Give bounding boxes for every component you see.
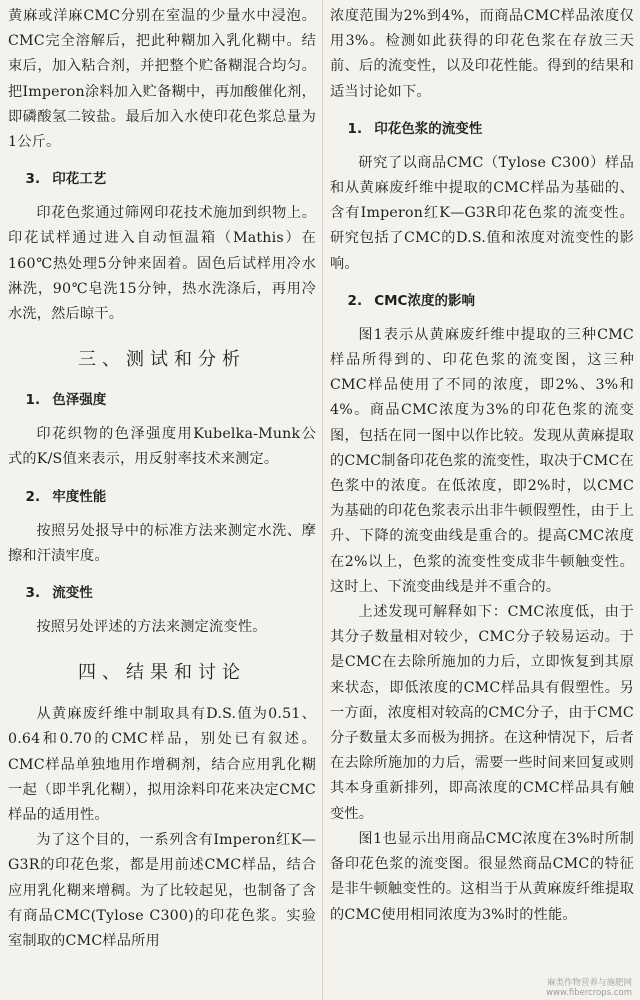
heading-number: 2. (347, 292, 363, 309)
heading-fastness (8, 486, 316, 508)
paragraph-results-1: 从黄麻废纤维中制取具有D.S.值为0.51、0.64和0.70的CMC样品，别处已有叙述。CMC样品单独地用作增稠剂，结合应用乳化糊一起（即半乳化糊），拟用涂料印花来决定CMC样品的适用性。 (8, 706, 316, 824)
heading-number: 3. (25, 171, 41, 188)
heading-text: 印花色浆的流变性 (374, 120, 483, 137)
chapter-heading-testing: 三、测试和分析 (78, 349, 246, 371)
heading-text: CMC浓度的影响 (374, 292, 475, 309)
paragraph-rheology-method: 按照另处评述的方法来测定流变性。 (36, 619, 267, 636)
heading-cmc-concentration (330, 290, 634, 312)
paragraph-concentration-2: 上述发现可解释如下：CMC浓度低，由于其分子数量相对较少，CMC分子较易运动。于是CMC在去除所施加的力后，立即恢复到其原来状态，即低浓度的CMC样品具有假塑性。另一方面，浓度相对较高的CMC分子，由于CMC分子数量太多而极为拥挤。在这种情况下，后者在去除所施加的力后，需要一些时间来回复或则其本身重新排列，即高浓度的CMC样品具有触变性。 (330, 604, 634, 822)
heading-printing-process (8, 168, 316, 190)
right-column (330, 4, 634, 928)
paragraph-printing-process: 印花色浆通过筛网印花技术施加到织物上。印花试样通过进入自动恒温箱（Mathis）在160℃热处理5分钟来固着。固色后试样用冷水淋洗，90℃皂洗15分钟，热水洗涤后，再用冷水洗，然后晾干。 (8, 205, 316, 323)
heading-number: 3. (25, 585, 41, 602)
heading-number: 1. (25, 392, 41, 409)
site-watermark (546, 978, 632, 998)
heading-text: 流变性 (52, 585, 93, 602)
paragraph-continued: 浓度范围为2%到4%，而商品CMC样品浓度仅用3%。检测如此获得的印花色浆在存放三天前、后的流变性，以及印花性能。得到的结果和适当讨论如下。 (330, 8, 634, 100)
paragraph-color-strength: 印花织物的色泽强度用Kubelka-Munk公式的K/S值来表示，用反射率技术来测定。 (8, 426, 316, 468)
watermark-title: 麻类作物营养与施肥网 (546, 978, 632, 988)
heading-paste-rheology (330, 118, 634, 140)
left-column (8, 4, 316, 954)
heading-number: 2. (25, 488, 41, 505)
paragraph-concentration-1: 图1表示从黄麻废纤维中提取的三种CMC样品所得到的、印花色浆的流变图，这三种CMC样品使用了不同的浓度，即2%、3%和4%。商品CMC浓度为3%的印花色浆的流变图，包括在同一图中以作比较。发现从黄麻提取的CMC制备印花色浆的流变性，取决于CMC在色浆中的浓度。在低浓度，即2%时，以CMC为基础的印花色浆表示出非牛顿假塑性，由于上升、下降的流变曲线是重合的。提高CMC浓度在2%以上，色浆的流变性变成非牛顿触变性。这时上、下流变曲线是并不重合的。 (330, 326, 634, 595)
heading-text: 色泽强度 (52, 392, 107, 409)
paragraph-results-2: 为了这个目的，一系列含有Imperon红K—G3R的印花色浆，都是用前述CMC样品，结合应用乳化糊来增稠。为了比较起见，也制备了含有商品CMC(Tylose C300)的印花色浆。实验室制取的CMC样品所用 (8, 832, 316, 950)
paragraph-intro: 黄麻或洋麻CMC分别在室温的少量水中浸泡。CMC完全溶解后，把此种糊加入乳化糊中。结束后，加入粘合剂，并把整个贮备糊混合均匀。把Imperon涂料加入贮备糊中，再加酸催化剂，即磷酸氢二铵盐。最后加入水使印花色浆总量为1公斤。 (8, 8, 316, 151)
heading-number: 1. (347, 120, 363, 137)
paragraph-paste-rheology: 研究了以商品CMC（Tylose C300）样品和从黄麻废纤维中提取的CMC样品为基础的、含有Imperon红K—G3R印花色浆的流变性。研究包括了CMC的D.S.值和浓度对流变性的影响。 (330, 154, 634, 272)
paragraph-fastness: 按照另处报导中的标准方法来测定水洗、摩擦和汗渍牢度。 (8, 522, 316, 564)
column-divider (322, 0, 323, 1000)
heading-text: 印花工艺 (52, 171, 107, 188)
heading-text: 牢度性能 (52, 488, 107, 505)
heading-rheology (8, 582, 316, 604)
heading-color-strength (8, 389, 316, 411)
chapter-heading-results: 四、结果和讨论 (78, 662, 246, 684)
watermark-url: www.fibercrops.com (546, 988, 632, 998)
paragraph-concentration-3: 图1也显示出用商品CMC浓度在3%时所制备印花色浆的流变图。很显然商品CMC的特征是非牛顿触变性的。这相当于从黄麻废纤维提取的CMC使用相同浓度为3%时的性能。 (330, 830, 634, 923)
